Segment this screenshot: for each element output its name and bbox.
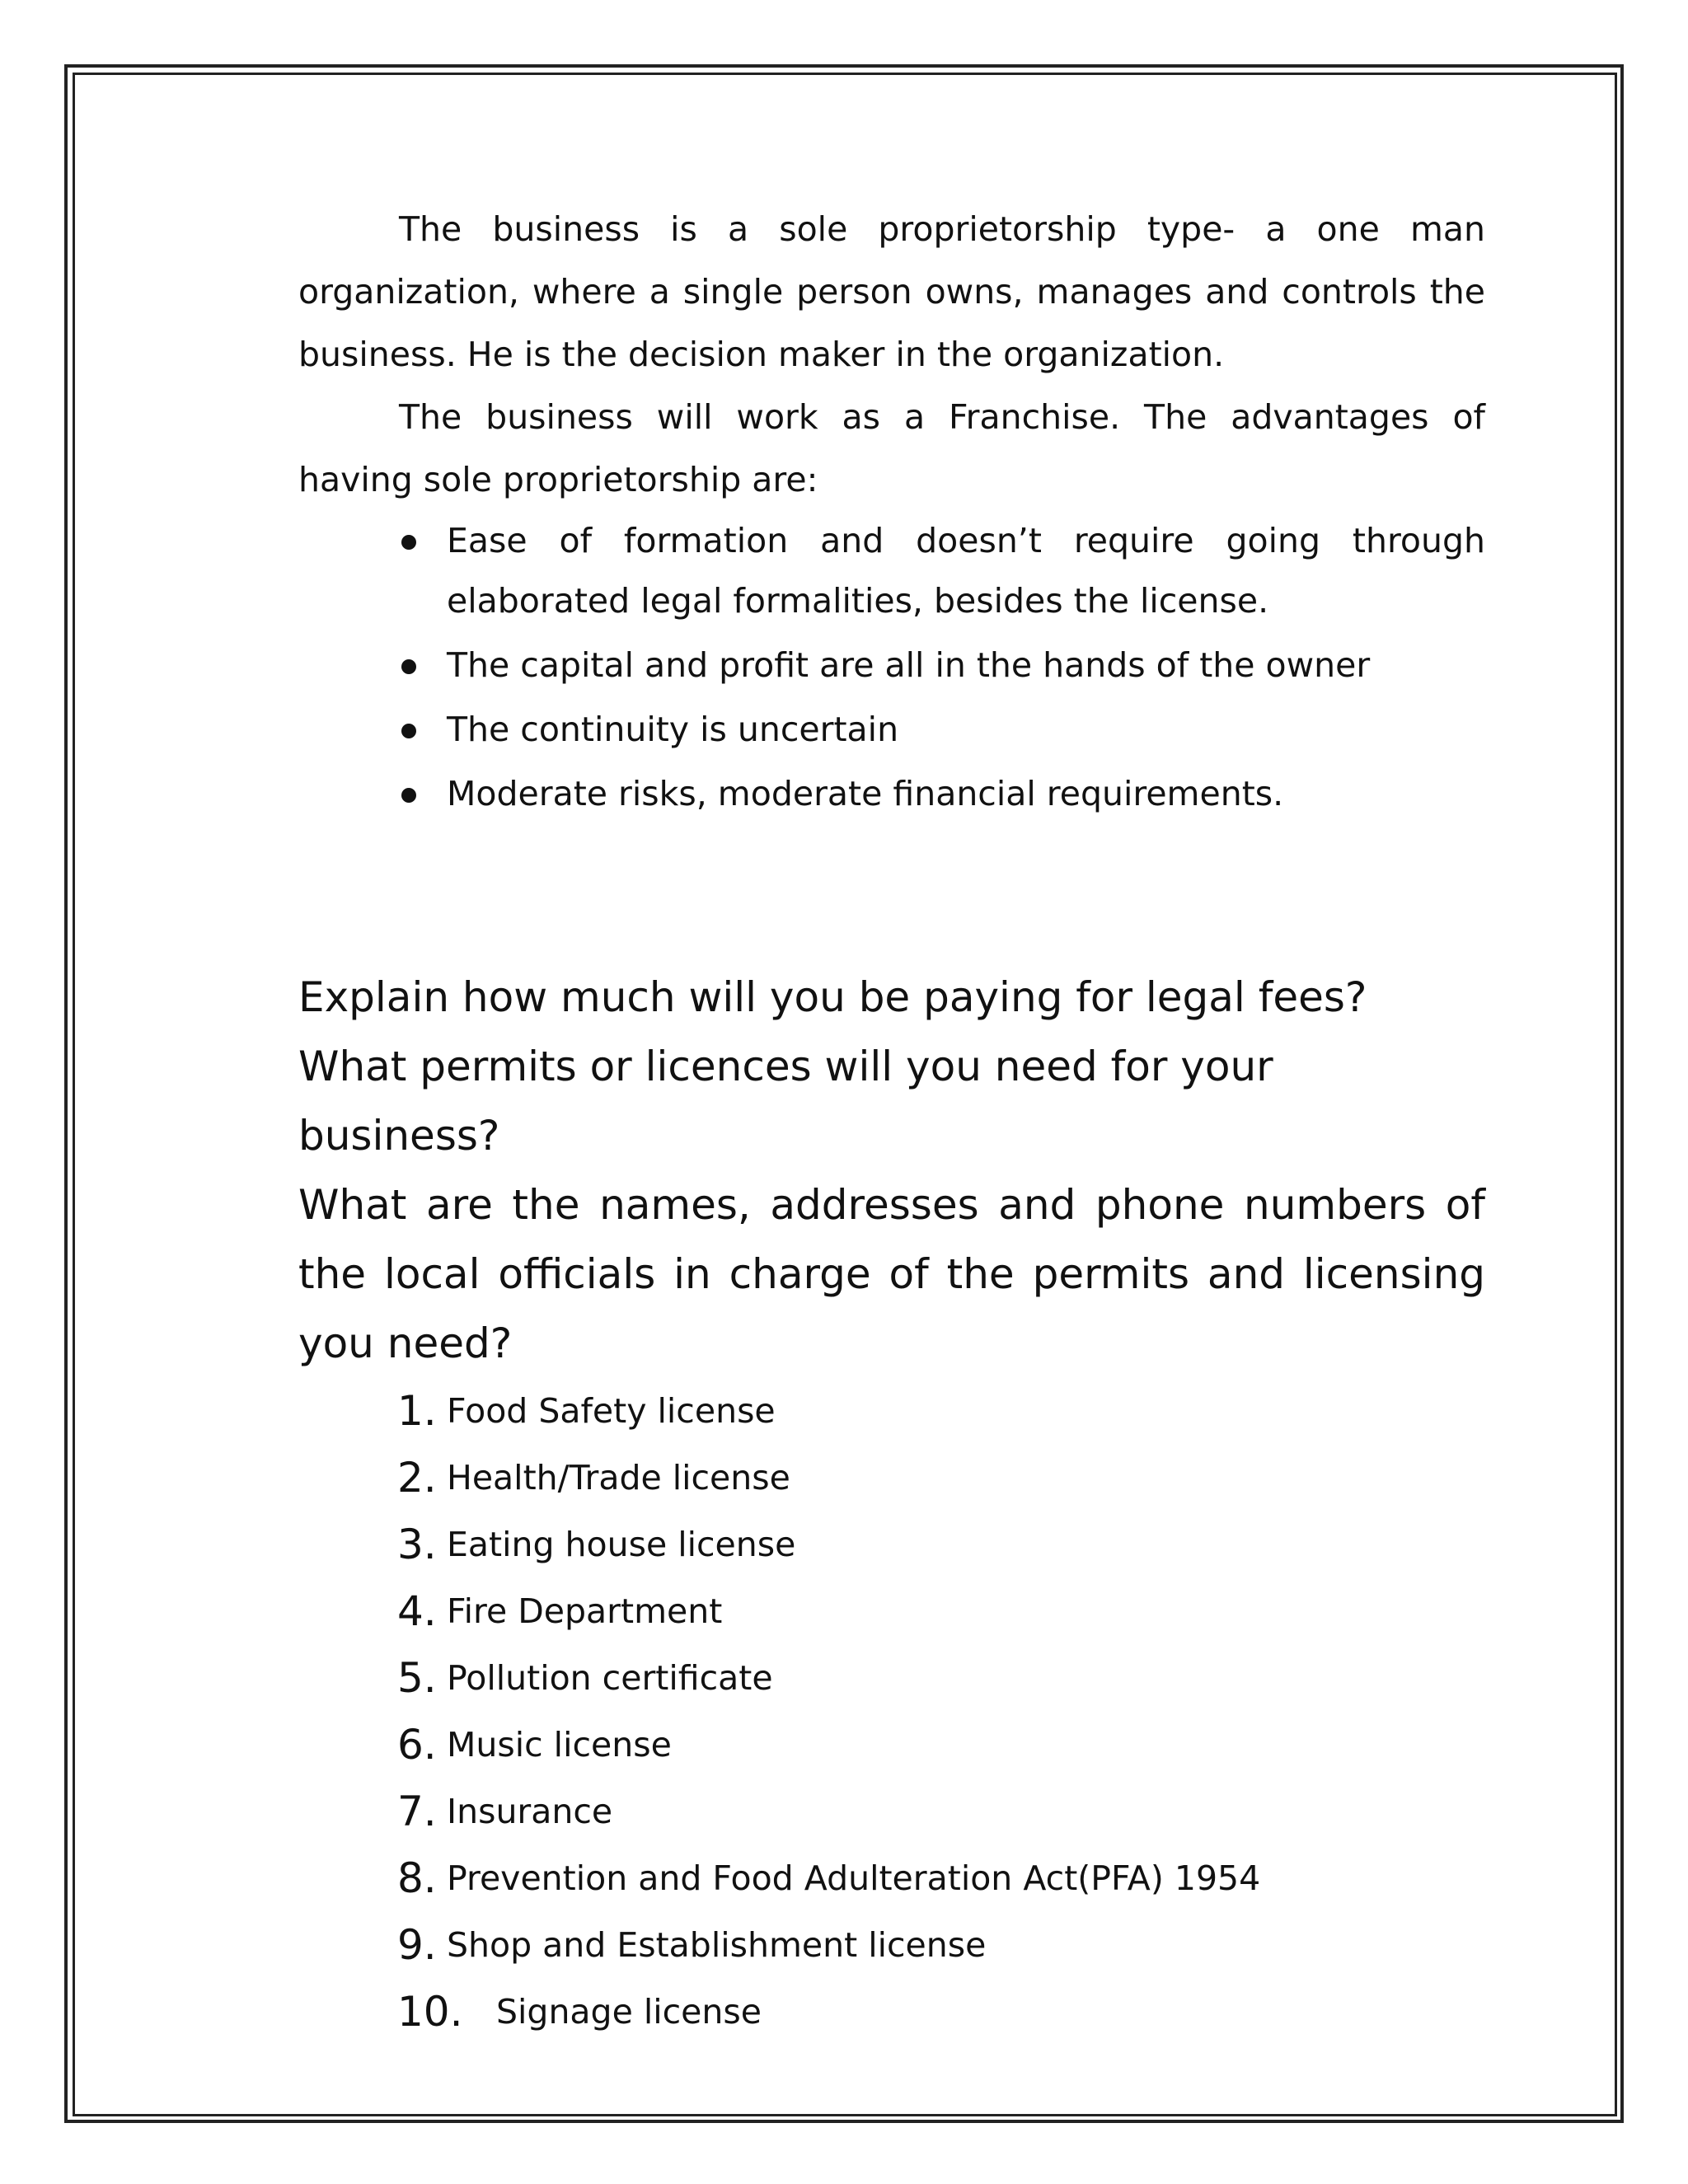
list-number: 2. bbox=[397, 1454, 437, 1502]
list-item-text: Food Safety license bbox=[447, 1391, 776, 1431]
list-item bbox=[298, 1779, 1485, 1845]
list-item bbox=[298, 1712, 1485, 1779]
question-permits: What permits or licences will you need for your business? bbox=[298, 1043, 1273, 1160]
list-number: 1. bbox=[397, 1387, 437, 1435]
bullet-icon bbox=[401, 724, 416, 738]
list-item-text: Shop and Establishment license bbox=[447, 1925, 987, 1965]
list-item bbox=[298, 1979, 1485, 2046]
intro-paragraph-1: The business is a sole proprietorship type- a one man organization, where a single person owns, manages and controls the business. He is the decision maker in the organization. bbox=[298, 209, 1485, 374]
list-number: 5. bbox=[397, 1654, 437, 1702]
list-item bbox=[447, 700, 1485, 760]
list-number: 7. bbox=[397, 1788, 437, 1835]
document-body bbox=[298, 198, 1485, 2046]
bullet-icon bbox=[401, 788, 416, 803]
list-item-text: Insurance bbox=[447, 1792, 613, 1831]
list-item-text: Fire Department bbox=[447, 1591, 723, 1631]
questions-section bbox=[298, 963, 1485, 1378]
intro-paragraph-2: The business will work as a Franchise. The advantages of having sole proprietorship are: bbox=[298, 397, 1485, 499]
list-item bbox=[447, 511, 1485, 631]
list-item bbox=[298, 1378, 1485, 1445]
list-number: 8. bbox=[397, 1854, 437, 1902]
list-item-text: Pollution certificate bbox=[447, 1658, 773, 1698]
list-item bbox=[298, 1845, 1485, 1912]
list-item bbox=[447, 764, 1485, 824]
question-officials: What are the names, addresses and phone numbers of the local officials in charge of the permits and licensing you need? bbox=[298, 1181, 1485, 1367]
list-number: 4. bbox=[397, 1587, 437, 1635]
list-item-text: Eating house license bbox=[447, 1525, 796, 1564]
question-legal-fees: Explain how much will you be paying for legal fees? bbox=[298, 973, 1367, 1021]
advantages-list bbox=[298, 511, 1485, 824]
bullet-icon bbox=[401, 659, 416, 674]
list-item bbox=[298, 1445, 1485, 1511]
list-item-text: Music license bbox=[447, 1725, 672, 1765]
list-item bbox=[447, 635, 1485, 696]
list-item-text: Prevention and Food Adulteration Act(PFA) 1954 bbox=[447, 1858, 1261, 1898]
list-number: 6. bbox=[397, 1721, 437, 1769]
list-item-text: Health/Trade license bbox=[447, 1458, 790, 1497]
licenses-list bbox=[298, 1378, 1485, 2046]
list-item-text: The continuity is uncertain bbox=[447, 710, 899, 749]
list-item-text: Ease of formation and doesn’t require going through elaborated legal formalities, besides the license. bbox=[447, 521, 1485, 621]
list-item bbox=[298, 1645, 1485, 1712]
list-item-text: The capital and profit are all in the hands of the owner bbox=[447, 645, 1371, 685]
list-number: 3. bbox=[397, 1521, 437, 1568]
list-number: 9. bbox=[397, 1921, 437, 1969]
list-item-text: Signage license bbox=[496, 1992, 762, 2032]
list-item-text: Moderate risks, moderate financial requirements. bbox=[447, 774, 1284, 813]
list-item bbox=[298, 1912, 1485, 1979]
list-number: 10. bbox=[397, 1988, 463, 2036]
bullet-icon bbox=[401, 535, 416, 550]
list-item bbox=[298, 1578, 1485, 1645]
list-item bbox=[298, 1511, 1485, 1578]
